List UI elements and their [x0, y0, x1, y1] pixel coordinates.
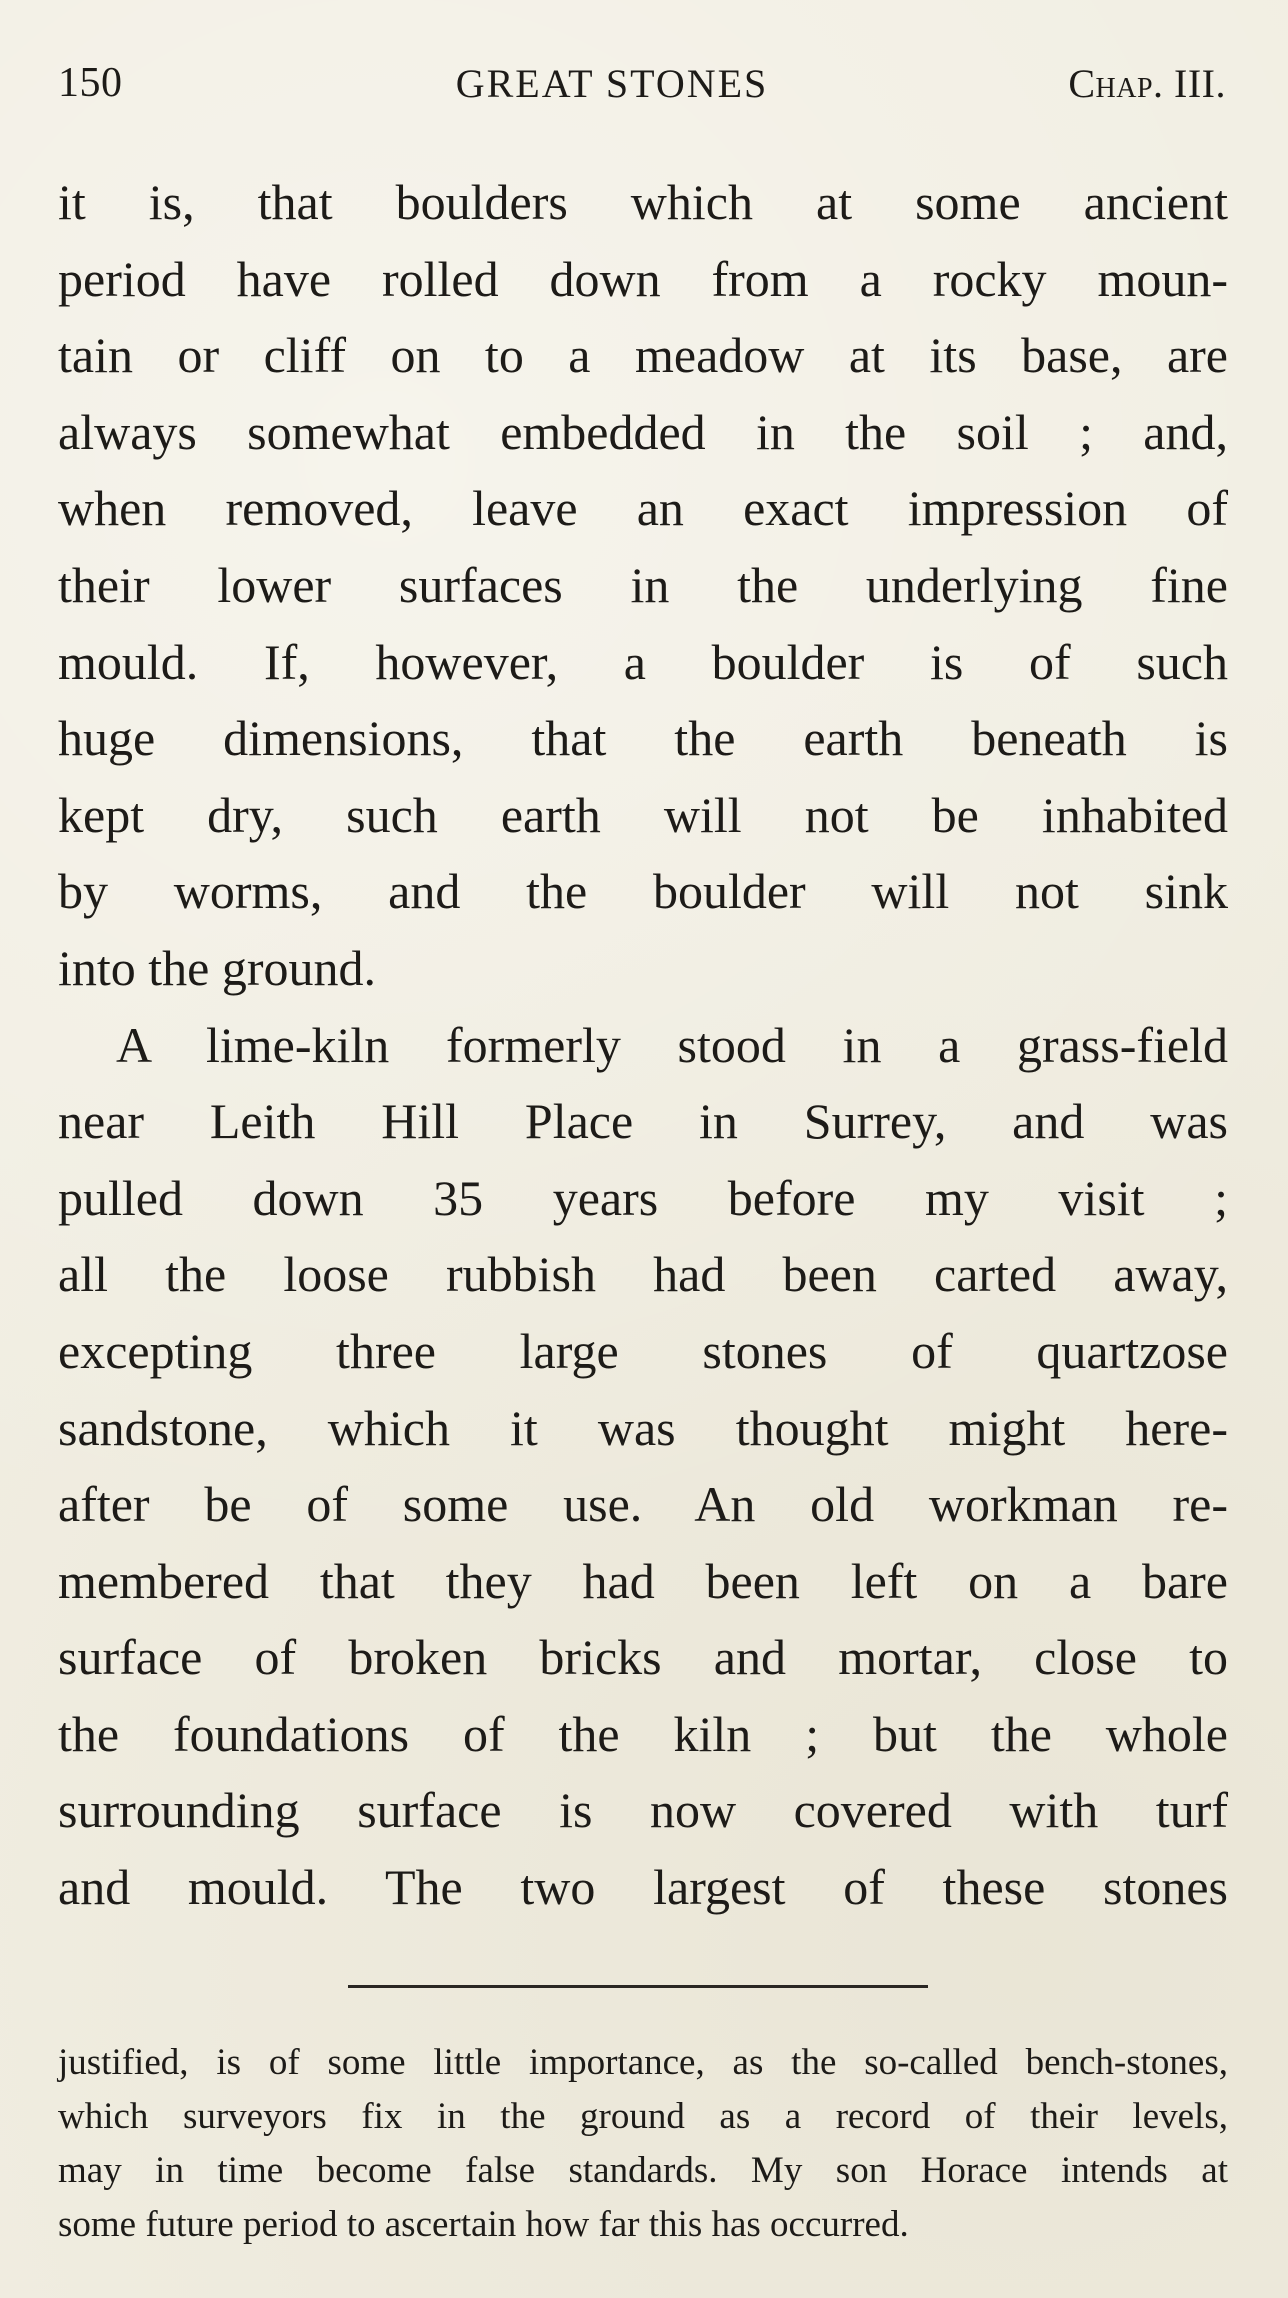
- footnote-line: which surveyors fix in the ground as a record of their levels,: [58, 2096, 1228, 2137]
- text-line: into the ground.: [58, 939, 377, 996]
- text-line: after be of some use. An old workman re-: [58, 1476, 1228, 1533]
- text-line: it is, that boulders which at some ancient: [58, 174, 1228, 230]
- text-line: always somewhat embedded in the soil ; and,: [58, 403, 1228, 460]
- footnote-line: may in time become false standards. My son Horace intends at: [58, 2150, 1228, 2191]
- text-line: and mould. The two largest of these stones: [58, 1859, 1228, 1916]
- footnote-line: some future period to ascertain how far this has occurred.: [58, 2204, 909, 2245]
- text-line: period have rolled down from a rocky moun-: [58, 250, 1228, 307]
- footnote: [58, 2036, 1228, 2252]
- text-line: kept dry, such earth will not be inhabited: [58, 786, 1228, 843]
- text-line: near Leith Hill Place in Surrey, and was: [58, 1093, 1228, 1150]
- text-line: their lower surfaces in the underlying fine: [58, 556, 1228, 613]
- text-line: membered that they had been left on a bare: [58, 1552, 1228, 1609]
- footnote-line: justified, is of some little importance, as the so-called bench-stones,: [58, 2042, 1228, 2083]
- text-line: surrounding surface is now covered with turf: [58, 1782, 1228, 1839]
- text-line: the foundations of the kiln ; but the whole: [58, 1705, 1228, 1762]
- chapter-label: Chap. III.: [1068, 60, 1226, 106]
- text-line: sandstone, which it was thought might here-: [58, 1399, 1228, 1456]
- text-line: huge dimensions, that the earth beneath is: [58, 710, 1228, 767]
- body-text: [58, 164, 1228, 1926]
- text-line: all the loose rubbish had been carted away,: [58, 1246, 1228, 1303]
- text-line: pulled down 35 years before my visit ;: [58, 1169, 1228, 1226]
- text-line: by worms, and the boulder will not sink: [58, 863, 1228, 920]
- page-number: 150: [58, 60, 123, 106]
- text-line: when removed, leave an exact impression of: [58, 480, 1228, 537]
- text-line: surface of broken bricks and mortar, close to: [58, 1629, 1228, 1686]
- page-header: [58, 48, 1226, 118]
- paragraph-start-line: A lime-kiln formerly stood in a grass-field: [116, 1016, 1228, 1073]
- running-head: GREAT STONES: [455, 60, 769, 106]
- footnote-divider: [348, 1985, 928, 1988]
- text-line: tain or cliff on to a meadow at its base, are: [58, 327, 1228, 384]
- text-line: excepting three large stones of quartzose: [58, 1322, 1228, 1379]
- text-line: mould. If, however, a boulder is of such: [58, 633, 1228, 690]
